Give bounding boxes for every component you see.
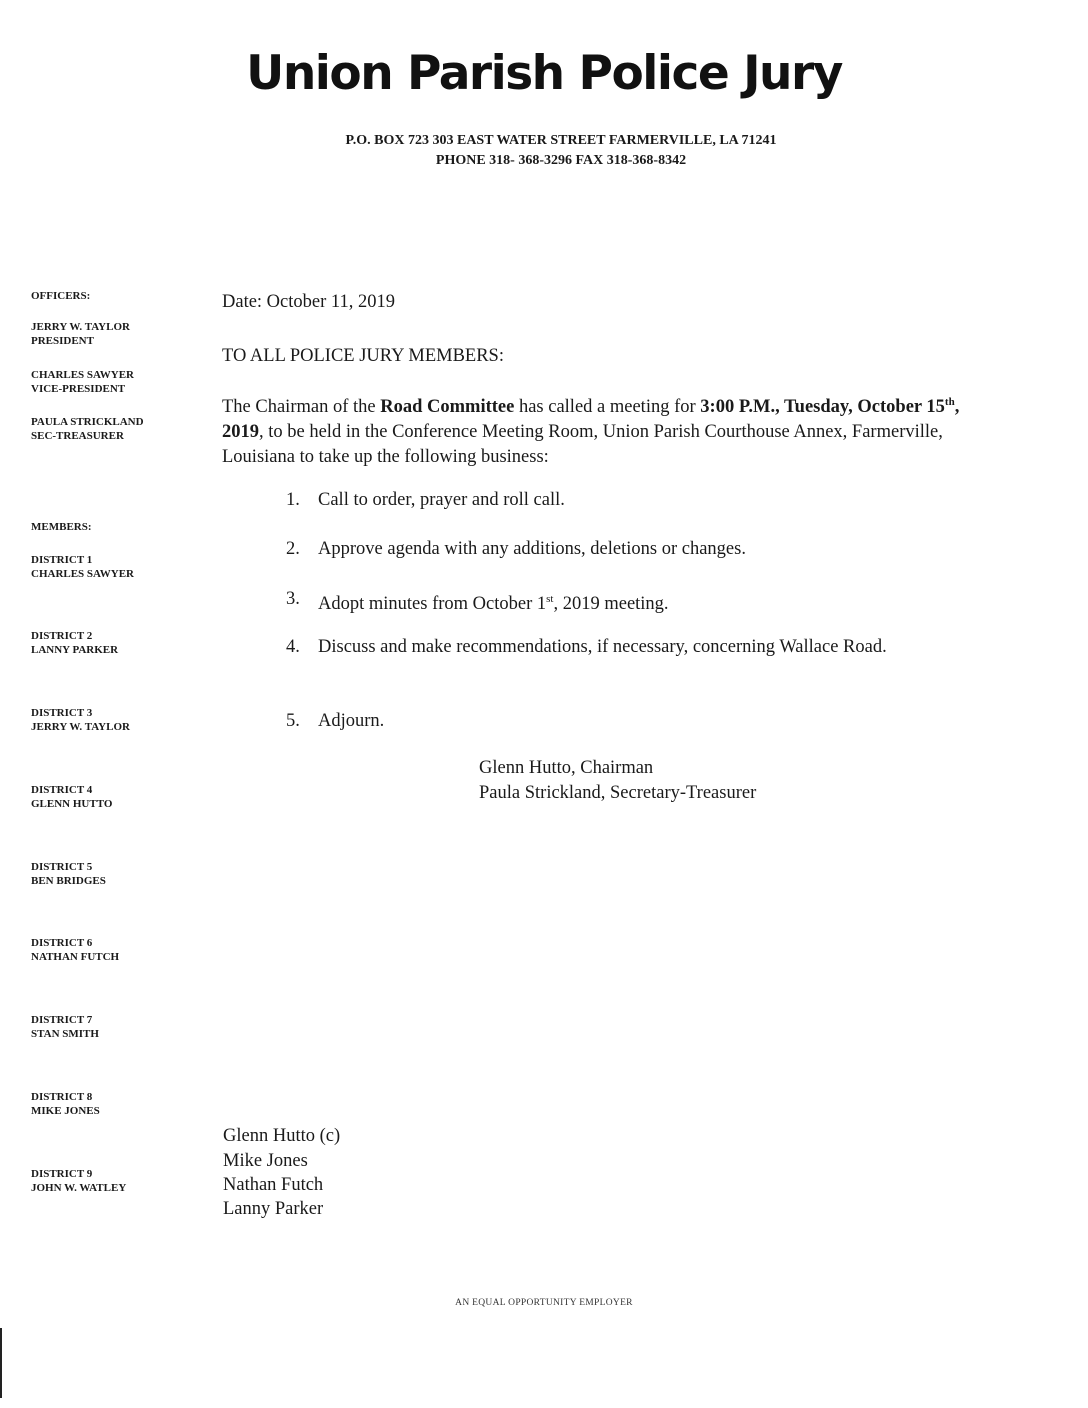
phone-fax-line: PHONE 318- 368-3296 FAX 318-368-8342 xyxy=(435,153,687,168)
member-district: DISTRICT 5 xyxy=(31,861,93,873)
member-district: DISTRICT 7 xyxy=(31,1014,93,1026)
member-district: DISTRICT 4 xyxy=(31,784,93,796)
officer-name: PAULA STRICKLAND xyxy=(31,416,144,428)
member-name: NATHAN FUTCH xyxy=(31,951,120,963)
member-name: GLENN HUTTO xyxy=(31,798,113,810)
member-name: JERRY W. TAYLOR xyxy=(31,721,130,733)
member-name: JOHN W. WATLEY xyxy=(31,1182,127,1194)
member-name: BEN BRIDGES xyxy=(31,875,106,887)
officer-role: VICE-PRESIDENT xyxy=(31,383,126,395)
committee-member: Nathan Futch xyxy=(223,1175,324,1195)
address-line: P.O. BOX 723 303 EAST WATER STREET FARMERVILLE, LA 71241 xyxy=(345,133,777,148)
member-district: DISTRICT 9 xyxy=(31,1168,93,1180)
member-name: MIKE JONES xyxy=(31,1105,100,1117)
scan-edge xyxy=(0,1328,2,1398)
salutation: TO ALL POLICE JURY MEMBERS: xyxy=(222,346,504,366)
member-name: STAN SMITH xyxy=(31,1028,99,1040)
member-district: DISTRICT 8 xyxy=(31,1091,93,1103)
officer-name: CHARLES SAWYER xyxy=(31,369,134,381)
committee-member: Lanny Parker xyxy=(223,1199,324,1219)
members-heading: MEMBERS: xyxy=(31,521,92,533)
officers-heading: OFFICERS: xyxy=(31,290,91,302)
agenda-item: 2. Approve agenda with any additions, deletions or changes. xyxy=(286,539,746,559)
letter-date: Date: October 11, 2019 xyxy=(222,292,395,312)
committee-member: Glenn Hutto (c) xyxy=(223,1126,341,1146)
meeting-time: 3:00 P.M., Tuesday, October 15th, 2019 xyxy=(222,396,960,443)
page-title: Union Parish Police Jury xyxy=(246,46,842,101)
member-name: LANNY PARKER xyxy=(31,644,119,656)
officer-role: PRESIDENT xyxy=(31,335,94,347)
member-district: DISTRICT 3 xyxy=(31,707,93,719)
agenda-item: 5. Adjourn. xyxy=(286,711,385,731)
signature-chairman: Glenn Hutto, Chairman xyxy=(479,758,654,778)
officer-name: JERRY W. TAYLOR xyxy=(31,321,130,333)
agenda-item: 1. Call to order, prayer and roll call. xyxy=(286,490,565,510)
footer-text: AN EQUAL OPPORTUNITY EMPLOYER xyxy=(455,1298,633,1308)
member-district: DISTRICT 2 xyxy=(31,630,93,642)
signature-secretary: Paula Strickland, Secretary-Treasurer xyxy=(479,783,757,803)
committee-member: Mike Jones xyxy=(223,1151,308,1171)
agenda-item: 3. Adopt minutes from October 1st, 2019 meeting. xyxy=(286,589,669,615)
meeting-paragraph: The Chairman of the Road Committee has called a meeting for 3:00 P.M., Tuesday, October 15th, 2019, to be held in the Conference Meeting Room, Union Parish Courthouse Annex, Farmerville, Louisiana to take up the following business: xyxy=(222,396,960,468)
member-district: DISTRICT 6 xyxy=(31,937,93,949)
officer-role: SEC-TREASURER xyxy=(31,430,124,442)
member-name: CHARLES SAWYER xyxy=(31,568,134,580)
member-district: DISTRICT 1 xyxy=(31,554,93,566)
agenda-item: 4. Discuss and make recommendations, if necessary, concerning Wallace Road. xyxy=(286,637,887,657)
committee-name: Road Committee xyxy=(380,397,515,418)
